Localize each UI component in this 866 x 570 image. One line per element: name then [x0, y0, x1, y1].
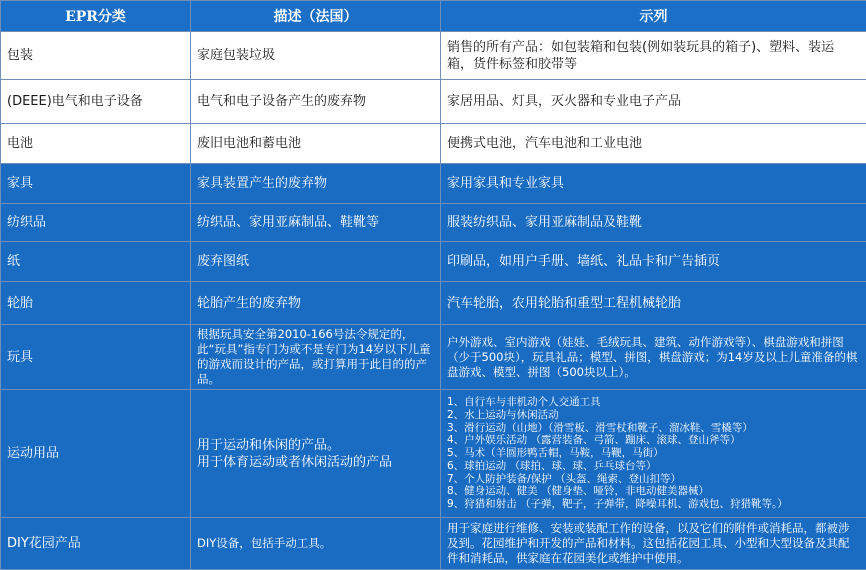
list-item: 9、狩猎和射击 （子弹，靶子，子弹带，降噪耳机、游戏包、狩猎靴等。）: [447, 497, 788, 510]
category-cell: 纸: [1, 242, 191, 282]
examples-cell: 家用家具和专业家具: [441, 164, 866, 204]
description-cell: DIY设备，包括手动工具。: [191, 518, 441, 570]
table-header-row: [1, 1, 866, 32]
examples-cell: 汽车轮胎，农用轮胎和重型工程机械轮胎: [441, 282, 866, 325]
list-item: 3、滑行运动（山地）（滑雪板、滑雪杖和靴子、溜冰鞋、雪橇等）: [447, 421, 753, 434]
examples-cell: 销售的所有产品：如包装箱和包装(例如装玩具的箱子)、塑料、装运箱，货件标签和胶带等: [441, 32, 866, 80]
description-cell: 用于运动和休闲的产品。 用于体育运动或者休闲活动的产品: [191, 390, 441, 518]
header-epr-category: EPR分类: [1, 1, 191, 32]
examples-cell: 用于家庭进行维修、安装或装配工作的设备，以及它们的附件或消耗品，都被涉及到。花园维护和开发的产品和材料。这包括花园工具、小型和大型设备及其配件和消耗品，供家庭在花园美化或维护中使用。: [441, 518, 866, 570]
category-cell: 包装: [1, 32, 191, 80]
description-cell: 家具装置产生的废弃物: [191, 164, 441, 204]
table-row: [1, 325, 866, 390]
list-item: 6、球拍运动 （球拍、球、球、乒乓球台等）: [447, 459, 657, 472]
category-cell: 家具: [1, 164, 191, 204]
category-cell: 纺织品: [1, 204, 191, 242]
table-row: [1, 164, 866, 204]
category-cell: 运动用品: [1, 390, 191, 518]
description-cell: 纺织品、家用亚麻制品、鞋靴等: [191, 204, 441, 242]
category-cell: (DEEE)电气和电子设备: [1, 80, 191, 124]
category-cell: DIY花园产品: [1, 518, 191, 570]
table-row: [1, 124, 866, 164]
table-row: [1, 518, 866, 570]
description-cell: 电气和电子设备产生的废弃物: [191, 80, 441, 124]
list-item: 7、个人防护装备/保护 （头盔、绳索、登山扣等）: [447, 472, 682, 485]
table-row: [1, 80, 866, 124]
description-cell: 废旧电池和蓄电池: [191, 124, 441, 164]
table-row: [1, 390, 866, 518]
examples-cell: 户外游戏、室内游戏（娃娃、毛绒玩具、建筑、动作游戏等）、棋盘游戏和拼图（少于500块），玩具礼品；模型、拼图，棋盘游戏；为14岁及以上儿童准备的棋盘游戏、模型、拼图（500块以上）。: [441, 325, 866, 390]
table-row: [1, 242, 866, 282]
table-row: [1, 32, 866, 80]
examples-cell: 家居用品、灯具，灭火器和专业电子产品: [441, 80, 866, 124]
list-item: 8、健身运动、健美 （健身垫、哑铃，非电动健美器械）: [447, 485, 710, 498]
category-cell: 轮胎: [1, 282, 191, 325]
header-examples: 示列: [441, 1, 866, 32]
header-description: 描述（法国）: [191, 1, 441, 32]
description-cell: 根据玩具安全第2010-166号法令规定的，此“玩具”指专门为或不是专门为14岁以下儿童的游戏而设计的产品，或打算用于此目的的产品。: [191, 325, 441, 390]
examples-cell: 便携式电池，汽车电池和工业电池: [441, 124, 866, 164]
list-item: 2、水上运动与休闲活动: [447, 409, 559, 422]
examples-cell: 印刷品，如用户手册、墙纸、礼品卡和广告插页: [441, 242, 866, 282]
table-row: [1, 204, 866, 242]
examples-cell: 服装纺织品、家用亚麻制品及鞋靴: [441, 204, 866, 242]
description-cell: 废弃图纸: [191, 242, 441, 282]
category-cell: 玩具: [1, 325, 191, 390]
table-row: [1, 282, 866, 325]
category-cell: 电池: [1, 124, 191, 164]
list-item: 1、自行车与非机动个人交通工具: [447, 396, 601, 409]
list-item: 5、马术（羊圆形鸭舌帽，马鞍，马鞭，马街）: [447, 447, 664, 460]
description-cell: 家庭包装垃圾: [191, 32, 441, 80]
description-cell: 轮胎产生的废弃物: [191, 282, 441, 325]
examples-list-cell: [441, 390, 866, 518]
list-item: 4、户外娱乐活动 （露营装备、弓箭、蹦床、滚球、登山斧等）: [447, 434, 741, 447]
